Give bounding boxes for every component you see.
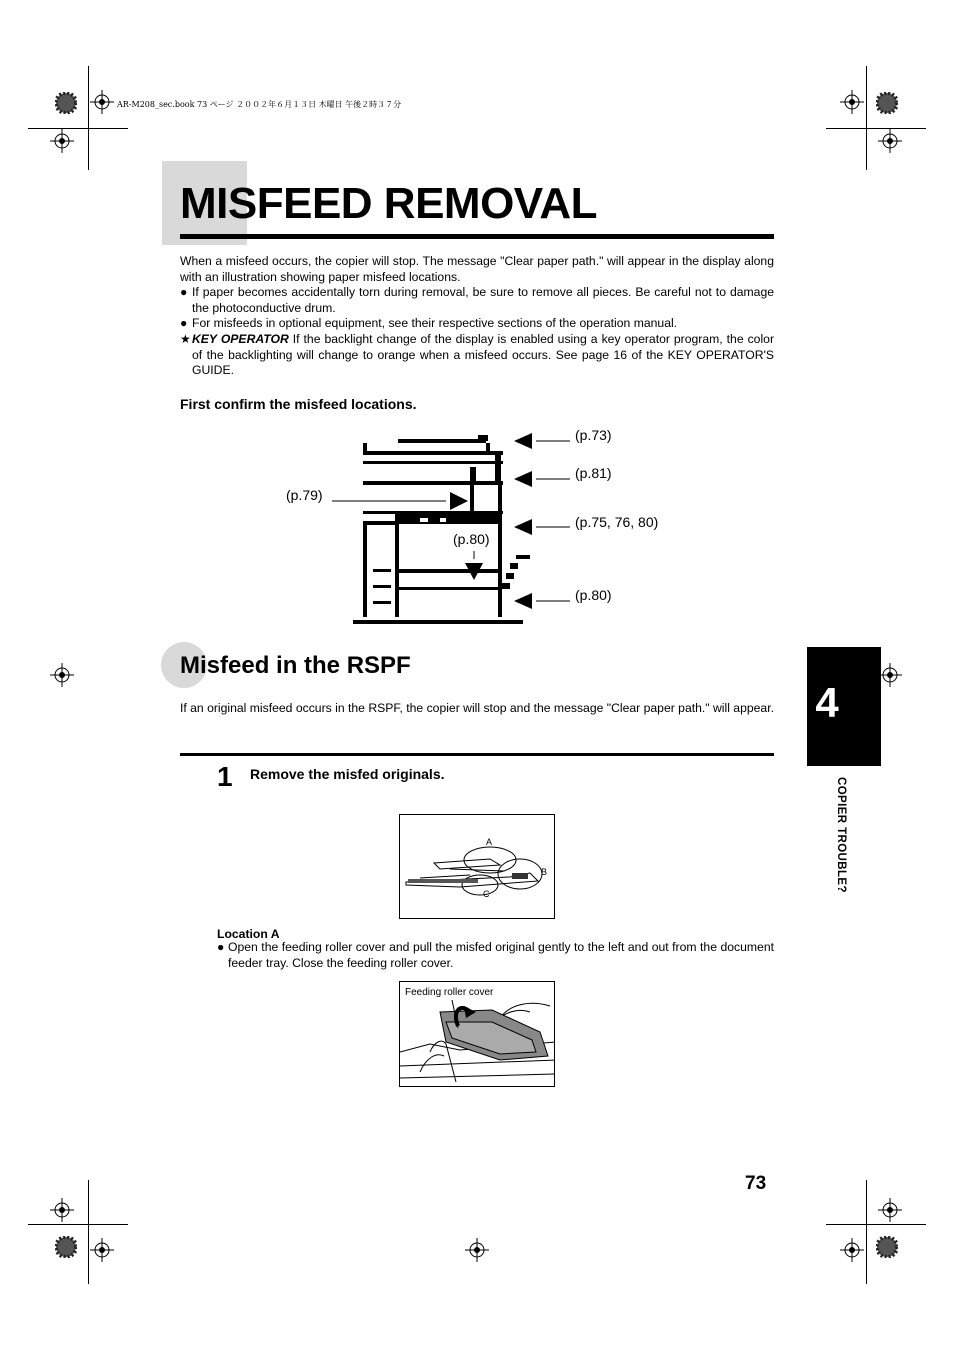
crop-mark [826,128,926,129]
crop-mark [866,1180,867,1284]
star-icon: ★ [180,332,191,346]
crop-mark [28,1224,128,1225]
crop-mark [88,66,89,170]
registration-mark-icon [90,1238,114,1262]
location-label: (p.80) [575,587,612,603]
figure-label: B [541,867,548,877]
bullet-text: For misfeeds in optional equipment, see their respective sections of the operation manual. [192,316,678,330]
color-target-icon [876,1236,898,1258]
figure-label: Feeding roller cover [405,987,494,998]
location-a-heading: Location A [217,927,280,941]
crop-mark [88,1180,89,1284]
registration-mark-icon [50,1198,74,1222]
rspf-illustration [400,815,555,919]
step-number: 1 [217,761,233,792]
misfeed-locations-diagram [280,425,700,640]
registration-mark-icon [50,663,74,687]
intro-paragraph: When a misfeed occurs, the copier will stop. The message "Clear paper path." will appear in the display along with an illustration showing paper misfeed locations. [180,254,774,284]
registration-mark-icon [878,1198,902,1222]
registration-mark-icon [878,663,902,687]
location-label: (p.81) [575,465,612,481]
bullet-text: Open the feeding roller cover and pull the misfed original gently to the left and out from the document feeder tray. Close the feeding roller cover. [228,940,774,970]
registration-mark-icon [840,1238,864,1262]
print-header: AR-M208_sec.book 73 ページ ２００２年６月１３日 木曜日 午後２時３７分 [117,100,402,109]
section-paragraph: If an original misfeed occurs in the RSPF, the copier will stop and the message "Clear paper path." will appear. [180,701,774,715]
subheading: First confirm the misfeed locations. [180,396,417,412]
step-rule [180,753,774,756]
title-rule [180,234,774,239]
arrow-icon [514,433,532,449]
location-label: (p.75, 76, 80) [575,514,659,530]
arrow-icon [514,519,532,535]
crop-mark [28,128,128,129]
registration-mark-icon [840,90,864,114]
bullet-icon: ● [180,316,188,330]
location-label: (p.73) [575,427,612,443]
intro-bullet [180,285,774,316]
color-target-icon [55,92,77,114]
color-target-icon [55,1236,77,1258]
registration-mark-icon [878,129,902,153]
figure-label: A [486,837,493,847]
color-target-icon [876,92,898,114]
section-title: Misfeed in the RSPF [180,652,411,679]
location-a-bullet [217,940,774,971]
rspf-figure [399,814,555,919]
location-label: (p.79) [286,487,323,503]
key-operator-label: KEY OPERATOR [192,332,289,346]
crop-mark [826,1224,926,1225]
arrow-icon [450,492,468,510]
registration-mark-icon [465,1238,489,1262]
chapter-tab [807,647,881,766]
location-label: (p.80) [453,531,490,547]
key-operator-text: If the backlight change of the display is enabled using a key operator program, the color of the backlighting will change to orange when a misfeed occurs. See page 16 of the KEY OPERATOR'S GUIDE. [192,332,775,378]
registration-mark-icon [50,129,74,153]
key-operator-note [180,332,774,379]
feeding-roller-figure [399,981,555,1087]
bullet-text: If paper becomes accidentally torn during removal, be sure to remove all pieces. Be careful not to damage the photoconductive drum. [192,285,774,315]
arrow-icon [514,593,532,609]
arrow-icon [514,471,532,487]
intro-bullet [180,316,774,332]
registration-mark-icon [90,90,114,114]
page-number: 73 [745,1173,767,1194]
chapter-side-label: COPIER TROUBLE? [835,777,847,893]
crop-mark [866,66,867,170]
step-text: Remove the misfed originals. [250,766,445,782]
figure-label: C [483,889,490,899]
copier-illustration [280,425,700,635]
bullet-icon: ● [180,285,188,299]
bullet-icon: ● [217,940,225,954]
page-title: MISFEED REMOVAL [180,179,598,228]
chapter-number: 4 [815,679,839,726]
